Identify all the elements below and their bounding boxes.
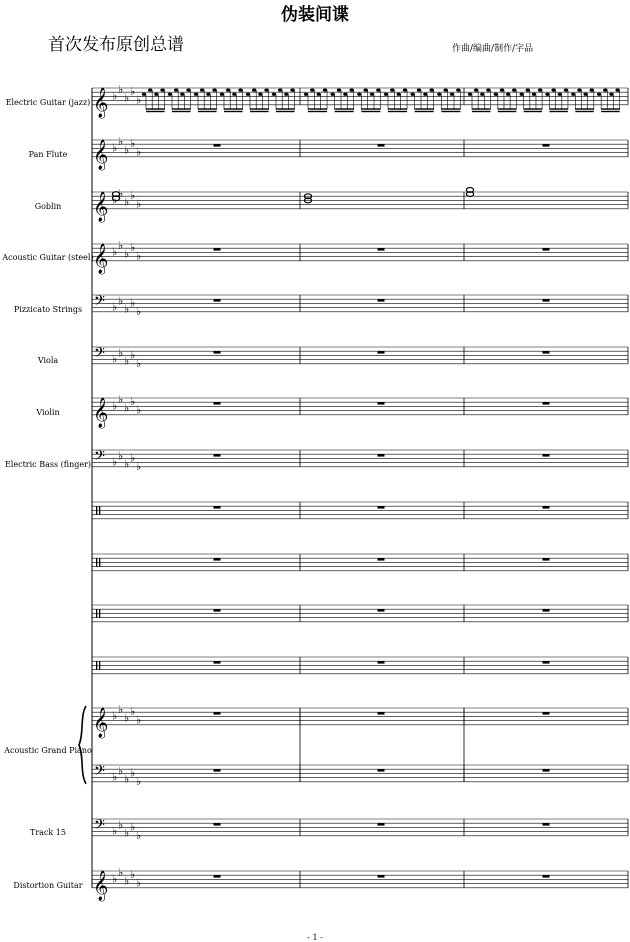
flat-sign-icon: ♭ (118, 294, 124, 308)
flat-sign-icon: ♭ (124, 874, 130, 888)
note-head-icon (284, 93, 288, 96)
instrument-label: Acoustic Grand Piano (4, 746, 92, 755)
note-head-icon (486, 89, 490, 92)
note-head-icon (194, 93, 198, 96)
whole-rest-icon (543, 609, 550, 611)
note-beam (524, 108, 542, 109)
flat-sign-icon: ♭ (130, 348, 136, 362)
flat-sign-icon: ♭ (112, 300, 118, 314)
note-head-icon (519, 93, 523, 96)
note-head-icon (538, 89, 542, 92)
treble-clef-icon: 𝄞 (93, 243, 109, 274)
flat-sign-icon: ♭ (118, 393, 124, 407)
flat-sign-icon: ♭ (118, 866, 124, 880)
note-head-icon (310, 89, 314, 92)
flat-sign-icon: ♭ (124, 247, 130, 261)
note-beam (388, 108, 407, 109)
instrument-label: Viola (37, 356, 59, 365)
flat-sign-icon: ♭ (136, 356, 142, 370)
whole-rest-icon (378, 661, 385, 663)
whole-rest-icon (543, 875, 550, 877)
note-beam (472, 111, 490, 112)
percussion-clef-icon (99, 506, 100, 514)
note-head-icon (160, 89, 164, 92)
whole-rest-icon (543, 823, 550, 825)
note-head-icon (258, 93, 262, 96)
flat-sign-icon: ♭ (130, 766, 136, 780)
percussion-clef-icon (99, 661, 100, 669)
whole-rest-icon (543, 402, 550, 404)
whole-rest-icon (378, 351, 385, 353)
note-head-icon (597, 93, 601, 96)
whole-rest-icon (378, 875, 385, 877)
percussion-clef-icon (96, 506, 97, 514)
note-head-icon (450, 93, 454, 96)
whole-rest-icon (378, 402, 385, 404)
flat-sign-icon: ♭ (136, 876, 142, 890)
whole-rest-icon (214, 875, 221, 877)
score-subtitle: 首次发布原创总谱 (48, 35, 184, 55)
whole-rest-icon (378, 769, 385, 771)
whole-rest-icon (378, 823, 385, 825)
note-head-icon (316, 93, 320, 96)
note-head-icon (456, 89, 460, 92)
note-head-icon (350, 89, 354, 92)
note-head-icon (410, 93, 414, 96)
instrument-label: Track 15 (30, 828, 66, 837)
flat-sign-icon: ♭ (130, 395, 136, 409)
note-head-icon (186, 89, 190, 92)
note-head-icon (583, 93, 587, 96)
bass-clef-icon: 𝄢 (94, 345, 105, 365)
note-beam (198, 108, 217, 109)
instrument-label: Violin (36, 408, 60, 417)
note-head-icon (551, 89, 555, 92)
flat-sign-icon: ♭ (118, 449, 124, 463)
note-head-icon (226, 89, 230, 92)
instrument-label: Acoustic Guitar (steel) (2, 253, 94, 262)
note-beam (308, 111, 327, 112)
note-head-icon (571, 93, 575, 96)
bass-clef-icon: 𝄢 (94, 448, 105, 468)
instrument-label: Pizzicato Strings (13, 305, 83, 314)
piano-brace-icon (79, 706, 86, 784)
note-head-icon (180, 93, 184, 96)
note-head-icon (174, 89, 178, 92)
page-number: - 1 - (307, 933, 323, 942)
score-credits: 作曲/编曲/制作/字品 (452, 44, 534, 54)
note-head-icon (304, 93, 308, 96)
note-head-icon (506, 93, 510, 96)
note-head-icon (494, 93, 498, 96)
whole-rest-icon (378, 454, 385, 456)
whole-rest-icon (214, 454, 221, 456)
bass-clef-icon: 𝄢 (94, 293, 105, 313)
note-head-icon (577, 89, 581, 92)
flat-sign-icon: ♭ (136, 197, 142, 211)
flat-sign-icon: ♭ (124, 143, 130, 157)
flat-sign-icon: ♭ (118, 135, 124, 149)
flat-sign-icon: ♭ (136, 774, 142, 788)
whole-rest-icon (214, 248, 221, 250)
flat-sign-icon: ♭ (124, 91, 130, 105)
flat-sign-icon: ♭ (118, 83, 124, 97)
flat-sign-icon: ♭ (136, 249, 142, 263)
note-head-icon (330, 93, 334, 96)
note-head-icon (238, 89, 242, 92)
note-beam (361, 108, 380, 109)
note-head-icon (246, 93, 250, 96)
flat-sign-icon: ♭ (112, 872, 118, 886)
note-head-icon (500, 89, 504, 92)
note-head-icon (564, 89, 568, 92)
instrument-label: Goblin (34, 202, 62, 211)
flat-sign-icon: ♭ (112, 245, 118, 259)
note-head-icon (206, 93, 210, 96)
note-head-icon (384, 93, 388, 96)
score-title: 伪装间谍 (281, 5, 349, 25)
note-beam (172, 111, 191, 112)
flat-sign-icon: ♭ (130, 85, 136, 99)
note-head-icon (370, 93, 374, 96)
flat-sign-icon: ♭ (124, 195, 130, 209)
note-head-icon (343, 93, 347, 96)
note-beam (550, 111, 568, 112)
bass-clef-icon: 𝄢 (94, 763, 105, 783)
flat-sign-icon: ♭ (124, 401, 130, 415)
note-head-icon (474, 89, 478, 92)
note-beam (472, 108, 490, 109)
note-beam (224, 111, 243, 112)
whole-rest-icon (378, 558, 385, 560)
note-head-icon (417, 89, 421, 92)
whole-rest-icon (543, 558, 550, 560)
note-head-icon (512, 89, 516, 92)
note-head-icon (468, 93, 472, 96)
note-beam (198, 111, 217, 112)
flat-sign-icon: ♭ (136, 828, 142, 842)
note-head-icon (154, 93, 158, 96)
whole-rest-icon (378, 609, 385, 611)
whole-rest-icon (543, 454, 550, 456)
whole-rest-icon (378, 248, 385, 250)
flat-sign-icon: ♭ (130, 189, 136, 203)
flat-sign-icon: ♭ (112, 455, 118, 469)
note-head-icon (357, 93, 361, 96)
flat-sign-icon: ♭ (130, 705, 136, 719)
flat-sign-icon: ♭ (112, 141, 118, 155)
whole-rest-icon (543, 248, 550, 250)
whole-rest-icon (378, 506, 385, 508)
treble-clef-icon: 𝄞 (93, 707, 109, 738)
flat-sign-icon: ♭ (130, 137, 136, 151)
note-head-icon (396, 93, 400, 96)
note-head-icon (212, 89, 216, 92)
note-head-icon (590, 89, 594, 92)
whole-rest-icon (214, 144, 221, 146)
instrument-label: Distortion Guitar (13, 881, 83, 890)
flat-sign-icon: ♭ (118, 239, 124, 253)
flat-sign-icon: ♭ (112, 193, 118, 207)
note-head-icon (615, 89, 619, 92)
flat-sign-icon: ♭ (136, 459, 142, 473)
note-head-icon (403, 89, 407, 92)
note-beam (146, 111, 165, 112)
note-beam (146, 108, 165, 109)
note-beam (575, 111, 593, 112)
flat-sign-icon: ♭ (136, 403, 142, 417)
treble-clef-icon: 𝄞 (93, 870, 109, 901)
note-beam (550, 108, 568, 109)
treble-clef-icon: 𝄞 (93, 87, 109, 118)
flat-sign-icon: ♭ (124, 772, 130, 786)
whole-rest-icon (543, 769, 550, 771)
flat-sign-icon: ♭ (124, 457, 130, 471)
instrument-label: Pan Flute (28, 150, 68, 159)
flat-sign-icon: ♭ (136, 713, 142, 727)
note-beam (441, 108, 460, 109)
whole-rest-icon (543, 351, 550, 353)
whole-rest-icon (543, 144, 550, 146)
note-head-icon (337, 89, 341, 92)
note-head-icon (609, 93, 613, 96)
flat-sign-icon: ♭ (118, 703, 124, 717)
flat-sign-icon: ♭ (124, 354, 130, 368)
note-head-icon (142, 93, 146, 96)
note-head-icon (443, 89, 447, 92)
note-beam (601, 108, 619, 109)
flat-sign-icon: ♭ (118, 187, 124, 201)
treble-clef-icon: 𝄞 (93, 139, 109, 170)
note-head-icon (264, 89, 268, 92)
instrument-label: Electric Bass (finger) (4, 460, 92, 469)
note-head-icon (558, 93, 562, 96)
flat-sign-icon: ♭ (118, 818, 124, 832)
note-beam (415, 108, 434, 109)
note-beam (172, 108, 191, 109)
note-beam (498, 108, 516, 109)
note-beam (250, 108, 269, 109)
flat-sign-icon: ♭ (112, 352, 118, 366)
note-beam (308, 108, 327, 109)
note-head-icon (526, 89, 530, 92)
flat-sign-icon: ♭ (136, 145, 142, 159)
note-head-icon (278, 89, 282, 92)
flat-sign-icon: ♭ (130, 296, 136, 310)
note-head-icon (430, 89, 434, 92)
whole-rest-icon (378, 144, 385, 146)
whole-rest-icon (543, 299, 550, 301)
note-beam (224, 108, 243, 109)
note-head-icon (437, 93, 441, 96)
flat-sign-icon: ♭ (130, 820, 136, 834)
whole-rest-icon (378, 712, 385, 714)
percussion-clef-icon (99, 609, 100, 617)
flat-sign-icon: ♭ (112, 709, 118, 723)
percussion-clef-icon (99, 558, 100, 566)
bass-clef-icon: 𝄢 (94, 817, 105, 837)
note-beam (415, 111, 434, 112)
whole-rest-icon (214, 769, 221, 771)
whole-rest-icon (214, 823, 221, 825)
flat-sign-icon: ♭ (136, 304, 142, 318)
whole-rest-icon (214, 506, 221, 508)
flat-sign-icon: ♭ (112, 824, 118, 838)
flat-sign-icon: ♭ (124, 826, 130, 840)
instrument-label: Electric Guitar (jazz) (5, 98, 91, 107)
whole-rest-icon (543, 661, 550, 663)
whole-rest-icon (543, 712, 550, 714)
flat-sign-icon: ♭ (112, 399, 118, 413)
whole-rest-icon (214, 351, 221, 353)
note-beam (441, 111, 460, 112)
whole-rest-icon (378, 299, 385, 301)
note-head-icon (545, 93, 549, 96)
note-beam (335, 111, 354, 112)
note-head-icon (363, 89, 367, 92)
note-beam (498, 111, 516, 112)
note-head-icon (290, 89, 294, 92)
percussion-clef-icon (96, 558, 97, 566)
whole-rest-icon (214, 558, 221, 560)
whole-rest-icon (214, 402, 221, 404)
note-beam (575, 108, 593, 109)
flat-sign-icon: ♭ (130, 451, 136, 465)
flat-sign-icon: ♭ (118, 764, 124, 778)
note-head-icon (200, 89, 204, 92)
note-beam (276, 108, 295, 109)
note-head-icon (323, 89, 327, 92)
note-beam (601, 111, 619, 112)
flat-sign-icon: ♭ (112, 89, 118, 103)
flat-sign-icon: ♭ (118, 346, 124, 360)
note-head-icon (220, 93, 224, 96)
whole-rest-icon (214, 299, 221, 301)
note-beam (524, 111, 542, 112)
treble-clef-icon: 𝄞 (93, 397, 109, 428)
note-head-icon (603, 89, 607, 92)
note-head-icon (272, 93, 276, 96)
note-head-icon (390, 89, 394, 92)
note-beam (361, 111, 380, 112)
flat-sign-icon: ♭ (124, 711, 130, 725)
whole-rest-icon (214, 661, 221, 663)
treble-clef-icon: 𝄞 (93, 191, 109, 222)
percussion-clef-icon (96, 609, 97, 617)
whole-rest-icon (214, 609, 221, 611)
note-head-icon (376, 89, 380, 92)
note-head-icon (423, 93, 427, 96)
note-head-icon (168, 93, 172, 96)
flat-sign-icon: ♭ (130, 241, 136, 255)
note-beam (388, 111, 407, 112)
flat-sign-icon: ♭ (112, 770, 118, 784)
note-head-icon (252, 89, 256, 92)
note-head-icon (532, 93, 536, 96)
note-beam (276, 111, 295, 112)
note-head-icon (148, 89, 152, 92)
note-head-icon (232, 93, 236, 96)
whole-rest-icon (543, 506, 550, 508)
flat-sign-icon: ♭ (136, 93, 142, 107)
percussion-clef-icon (96, 661, 97, 669)
note-head-icon (480, 93, 484, 96)
note-beam (250, 111, 269, 112)
flat-sign-icon: ♭ (124, 302, 130, 316)
whole-rest-icon (214, 712, 221, 714)
note-beam (335, 108, 354, 109)
flat-sign-icon: ♭ (130, 868, 136, 882)
